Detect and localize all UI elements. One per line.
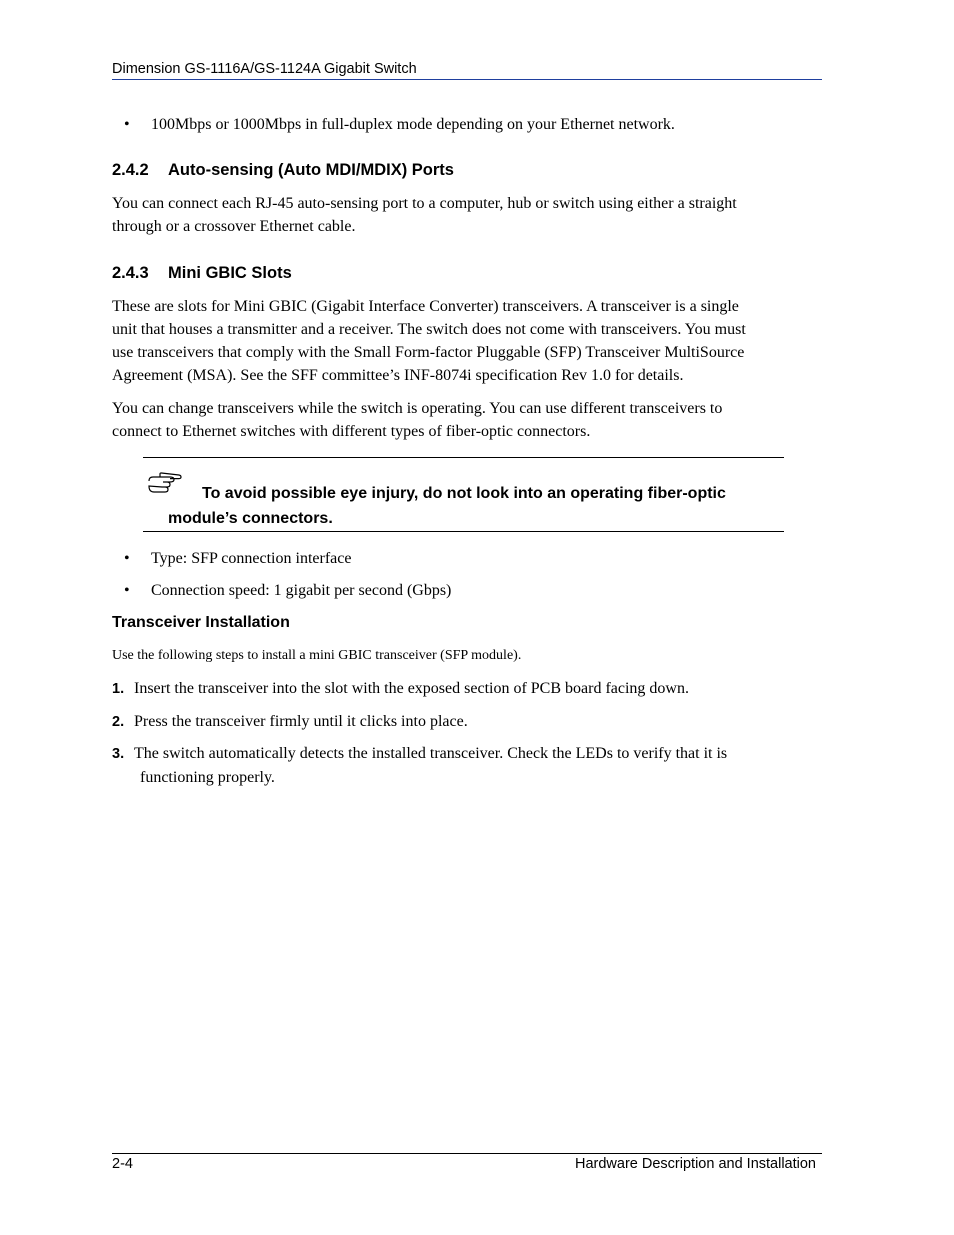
installation-intro: Use the following steps to install a mini GBIC transceiver (SFP module). <box>112 648 522 663</box>
paragraph-hot-swap: You can change transceivers while the switch is operating. You can use different transceivers to connect to Ethernet switches with different types of fiber-optic connectors. <box>112 400 723 440</box>
paragraph-mini-gbic: These are slots for Mini GBIC (Gigabit Interface Converter) transceivers. A transceiver is a single unit that houses a transmitter and a receiver. The switch does not come with transceivers. You must use transceivers that comply with the Small Form-factor Pluggable (SFP) Transceiver MultiSource Agreement (MSA). See the SFF committee’s INF-8074i specification Rev 1.0 for details. <box>112 298 746 384</box>
note-bottom-rule <box>143 531 784 532</box>
note-top-rule <box>143 457 784 458</box>
section-heading-2-4-3: 2.4.3 Mini GBIC Slots <box>112 264 292 282</box>
page-number: 2-4 <box>112 1156 133 1172</box>
running-header-title: Dimension GS-1116A/GS-1124A Gigabit Switch <box>112 61 417 77</box>
bullet-icon: • <box>124 116 130 133</box>
footer-divider <box>112 1153 822 1154</box>
note-warning-line1: To avoid possible eye injury, do not look into an operating fiber-optic <box>202 485 726 502</box>
footer-chapter-title: Hardware Description and Installation <box>575 1156 816 1172</box>
bullet-icon: • <box>124 550 130 567</box>
note-warning-line2: module’s connectors. <box>168 510 333 527</box>
pointing-hand-icon <box>148 472 182 494</box>
header-divider <box>112 79 822 80</box>
subheading-transceiver-installation: Transceiver Installation <box>112 614 290 631</box>
paragraph-auto-sensing: You can connect each RJ-45 auto-sensing port to a computer, hub or switch using either a straight through or a crossover Ethernet cable. <box>112 195 737 235</box>
bullet-icon: • <box>124 582 130 599</box>
section-heading-2-4-2: 2.4.2 Auto-sensing (Auto MDI/MDIX) Ports <box>112 161 454 179</box>
